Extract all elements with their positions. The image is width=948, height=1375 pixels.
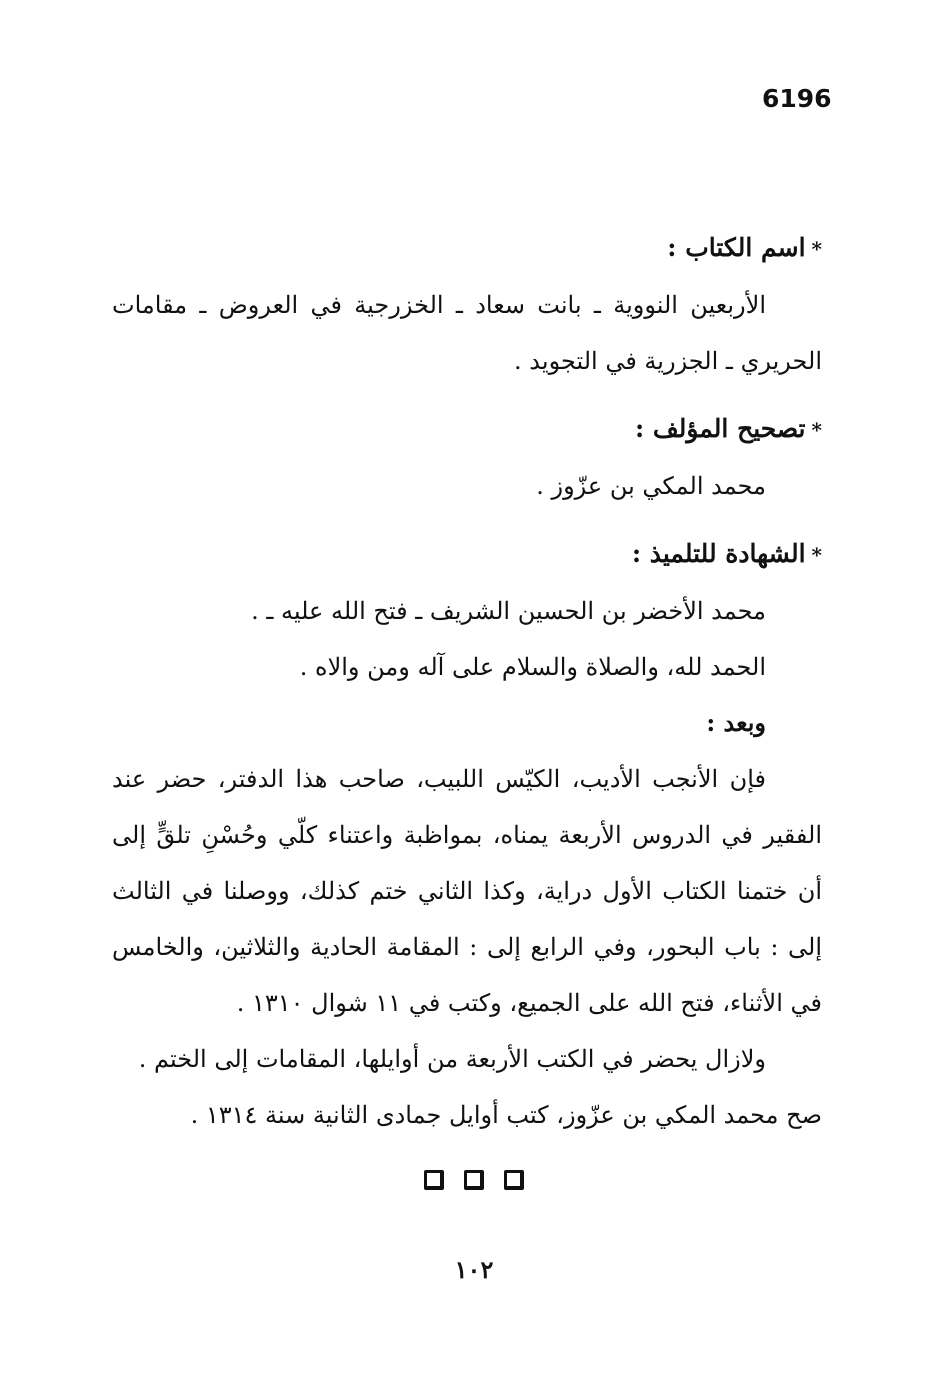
star-bullet-icon: * bbox=[811, 237, 822, 261]
certificate-signature: صح محمد المكي بن عزّوز، كتب أوايل جمادى الثانية سنة ١٣١٤ . bbox=[190, 1101, 822, 1129]
wabaad-subheading: وبعد : bbox=[706, 708, 766, 737]
section-heading bbox=[112, 228, 822, 269]
section-book-title bbox=[112, 228, 822, 389]
praise-line: الحمد لله، والصلاة والسلام على آله ومن والاه . bbox=[299, 653, 766, 681]
section-certificate bbox=[112, 534, 822, 1143]
main-content bbox=[112, 228, 822, 1163]
book-title-text: الأربعين النووية ـ بانت سعاد ـ الخزرجية في العروض ـ مقامات الحريري ـ الجزرية في التجويد . bbox=[112, 291, 822, 375]
section-heading bbox=[112, 534, 822, 575]
square-ornament-icon bbox=[464, 1170, 484, 1190]
section-divider-ornament bbox=[424, 1170, 524, 1190]
star-bullet-icon: * bbox=[811, 418, 822, 442]
certificate-body: فإن الأنجب الأديب، الكيّس اللبيب، صاحب هذا الدفتر، حضر عند الفقير في الدروس الأربعة يمناه، بمواظبة واعتناء كلّي وحُسْنِ تلقٍّ إلى أن ختمنا الكتاب الأول دراية، وكذا الثاني ختم كذلك، ووصلنا في الثالث إلى : باب البحور، وفي الرابع إلى : المقامة الحادية والثلاثين، والخامس في الأثناء، فتح الله على الجميع، وكتب في ١١ شوال ١٣١٠ . bbox=[112, 765, 822, 1017]
page-number: ١٠٢ bbox=[454, 1255, 494, 1284]
square-ornament-icon bbox=[424, 1170, 444, 1190]
heading-text: اسم الكتاب : bbox=[667, 233, 806, 262]
section-heading bbox=[112, 409, 822, 450]
heading-text: تصحيح المؤلف : bbox=[635, 414, 806, 443]
author-correction-text: محمد المكي بن عزّوز . bbox=[536, 472, 766, 500]
heading-text: الشهادة للتلميذ : bbox=[631, 539, 806, 568]
section-author-correction bbox=[112, 409, 822, 514]
reference-number: 6196 bbox=[762, 84, 832, 113]
square-ornament-icon bbox=[504, 1170, 524, 1190]
student-name: محمد الأخضر بن الحسين الشريف ـ فتح الله عليه ـ . bbox=[251, 597, 766, 625]
certificate-continuation: ولازال يحضر في الكتب الأربعة من أوايلها، المقامات إلى الختم . bbox=[138, 1045, 766, 1073]
star-bullet-icon: * bbox=[811, 543, 822, 567]
